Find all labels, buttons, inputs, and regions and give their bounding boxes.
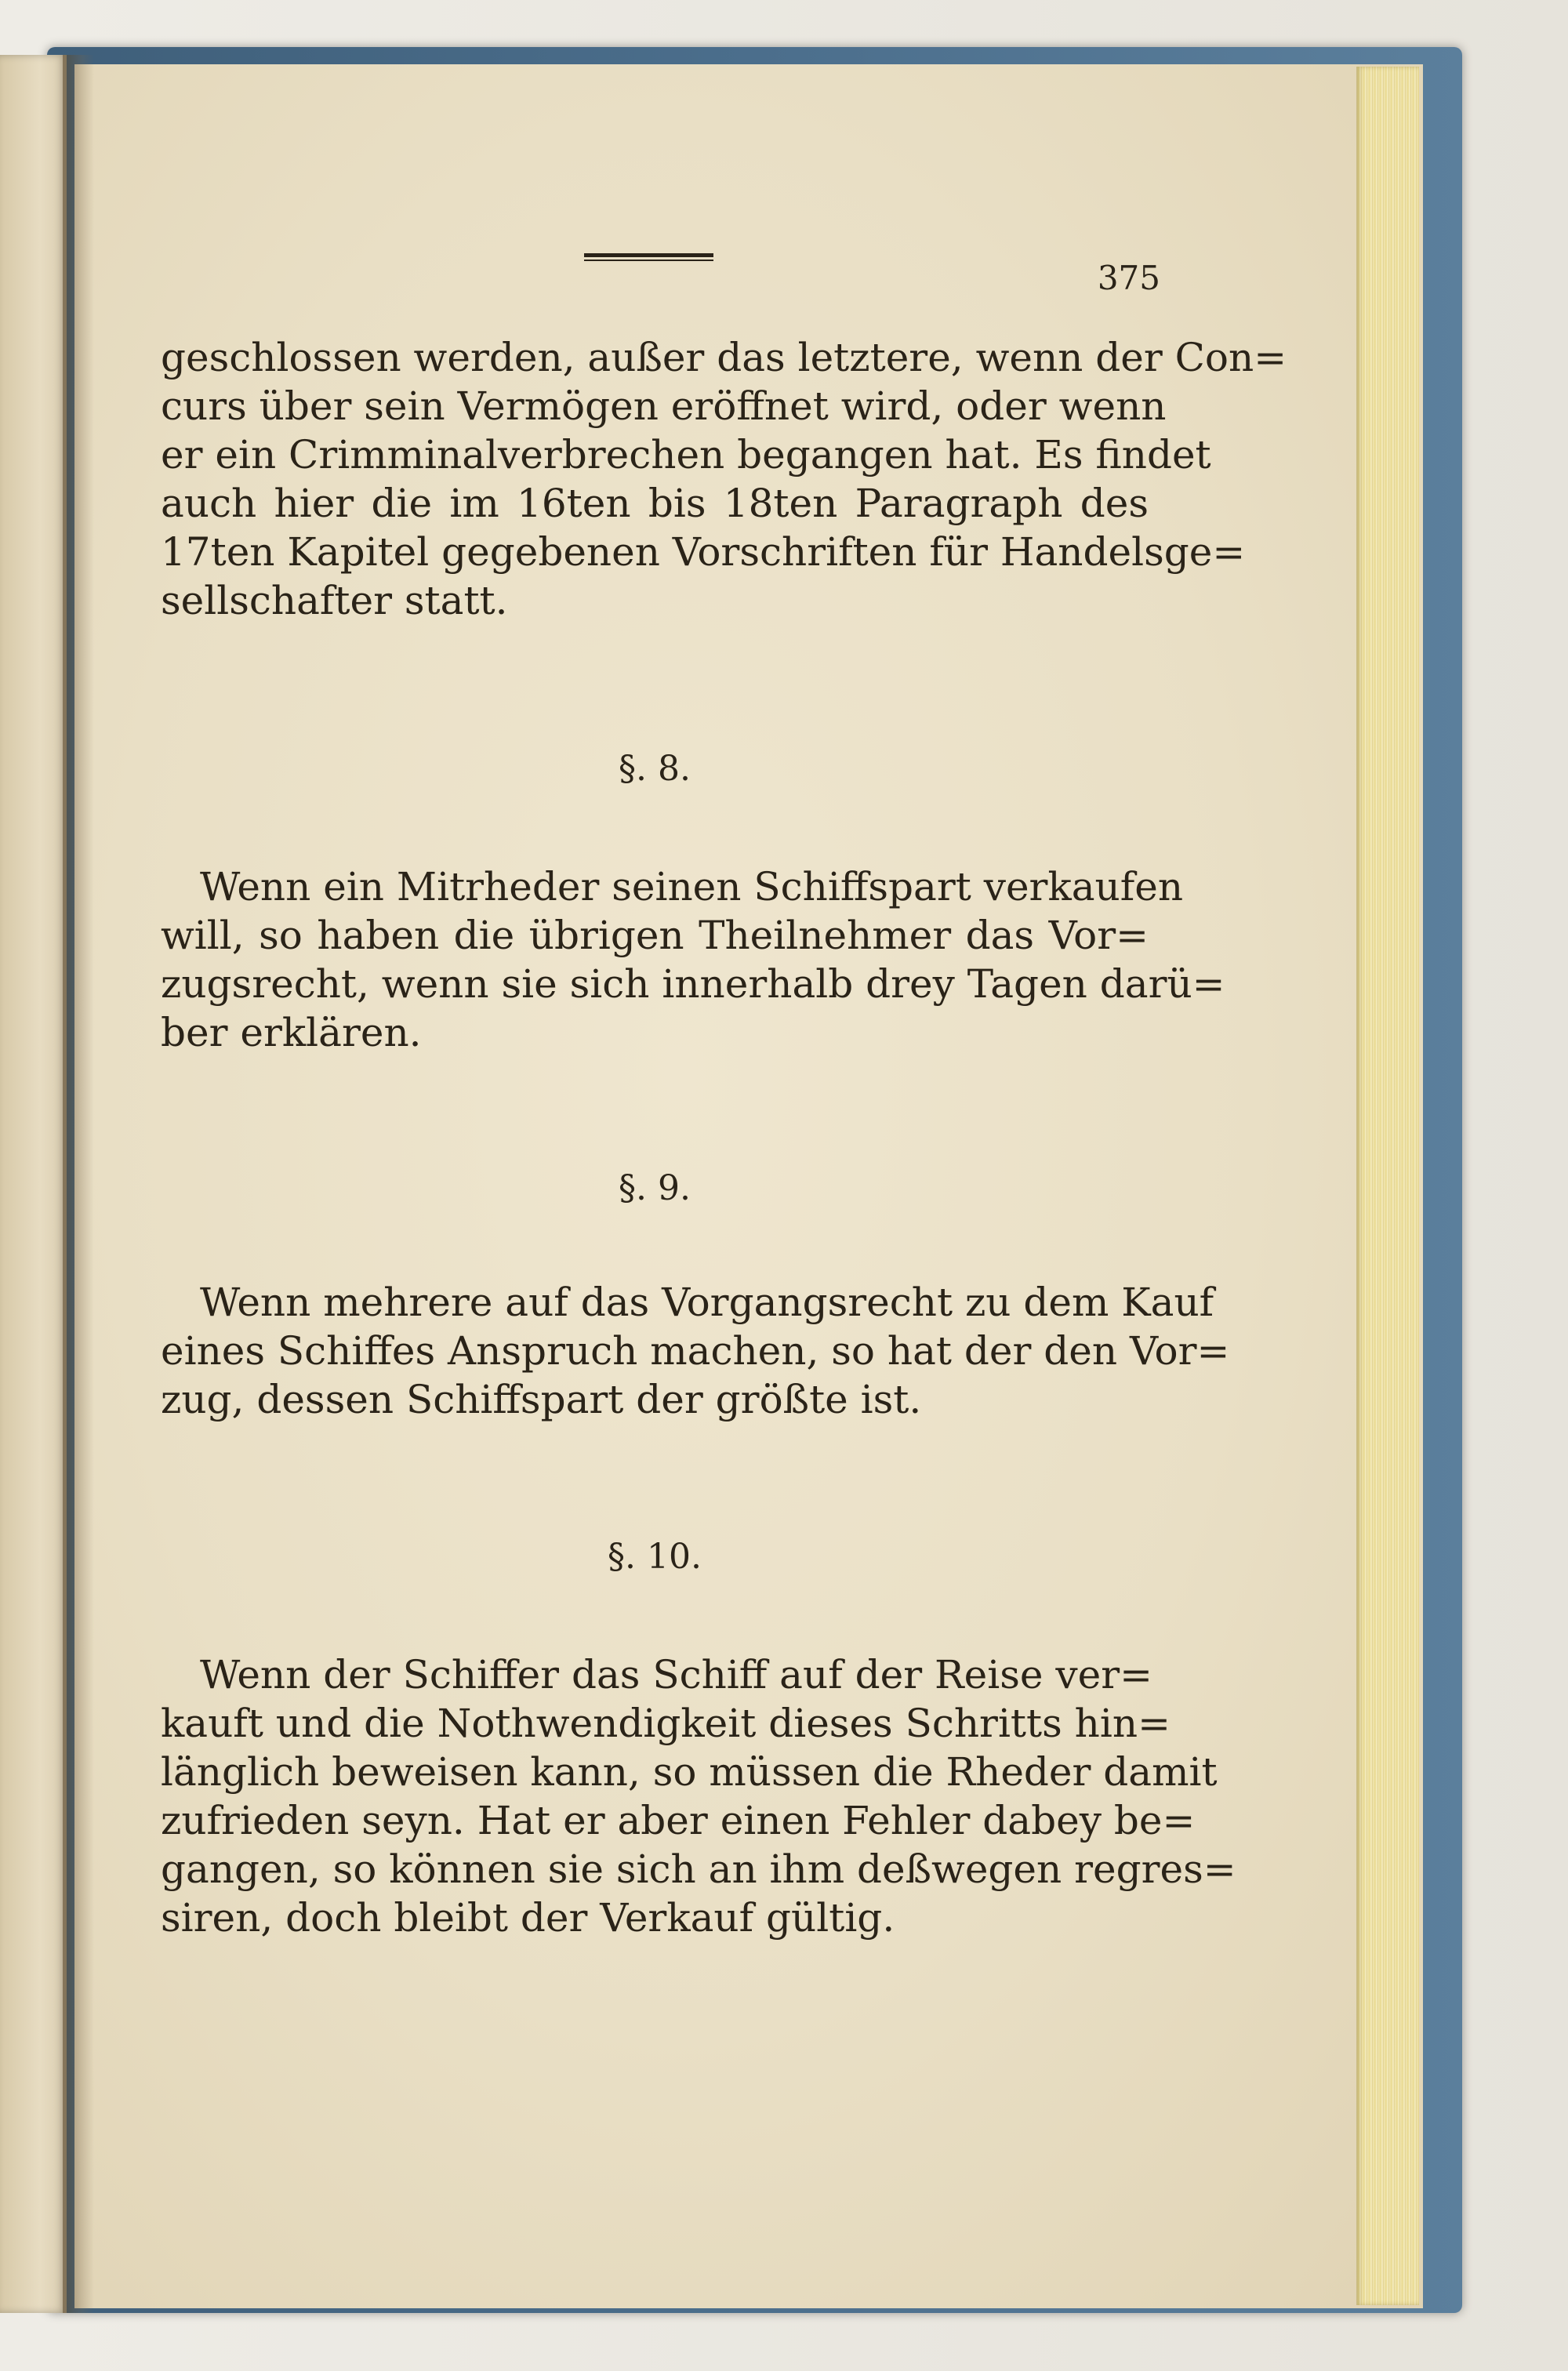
text-line: Wenn mehrere auf das Vorgangsrecht zu dem Kauf bbox=[200, 1280, 1214, 1325]
text-line: geschlossen werden, außer das letztere, wenn der Con= bbox=[161, 335, 1287, 380]
text-line: Wenn der Schiffer das Schiff auf der Reise ver= bbox=[200, 1652, 1152, 1697]
text-line: länglich beweisen kann, so müssen die Rheder damit bbox=[161, 1749, 1218, 1795]
page-number: 375 bbox=[1097, 259, 1160, 297]
text-line: will, so haben die übrigen Theilnehmer das Vor= bbox=[161, 913, 1149, 958]
text-line: Wenn ein Mitrheder seinen Schiffspart verkaufen bbox=[200, 864, 1184, 910]
text-line: ber erklären. bbox=[161, 1010, 422, 1055]
text-line: zugsrecht, wenn sie sich innerhalb drey Tagen darü= bbox=[161, 961, 1225, 1007]
text-line: siren, doch bleibt der Verkauf gültig. bbox=[161, 1895, 895, 1941]
text-line: eines Schiffes Anspruch machen, so hat der den Vor= bbox=[161, 1328, 1230, 1374]
header-rule bbox=[584, 253, 713, 261]
text-line: zug, dessen Schiffspart der größte ist. bbox=[161, 1377, 922, 1422]
text-line: curs über sein Vermögen eröffnet wird, oder wenn bbox=[161, 383, 1167, 429]
section-heading-8: §. 8. bbox=[619, 749, 691, 789]
text-line: kauft und die Nothwendigkeit dieses Schritts hin= bbox=[161, 1701, 1171, 1746]
text-line: 17ten Kapitel gegebenen Vorschriften für Handelsge= bbox=[161, 529, 1246, 575]
section-10-paragraph bbox=[161, 1650, 1236, 1942]
section-9-paragraph bbox=[161, 1278, 1230, 1424]
text-line: er ein Crimminalverbrechen begangen hat. Es findet bbox=[161, 432, 1211, 477]
page-gutter bbox=[63, 55, 94, 2313]
text-line: auch hier die im 16ten bis 18ten Paragraph des bbox=[161, 481, 1149, 526]
page-edges bbox=[1356, 67, 1419, 2305]
text-line: sellschafter statt. bbox=[161, 578, 508, 623]
section-8-paragraph bbox=[161, 862, 1225, 1057]
text-line: gangen, so können sie sich an ihm deßwegen regres= bbox=[161, 1846, 1236, 1892]
continuation-paragraph bbox=[161, 333, 1287, 625]
left-page-edge bbox=[0, 55, 67, 2313]
text-line: zufrieden seyn. Hat er aber einen Fehler dabey be= bbox=[161, 1798, 1196, 1843]
section-heading-9: §. 9. bbox=[619, 1168, 691, 1208]
section-heading-10: §. 10. bbox=[608, 1537, 702, 1577]
